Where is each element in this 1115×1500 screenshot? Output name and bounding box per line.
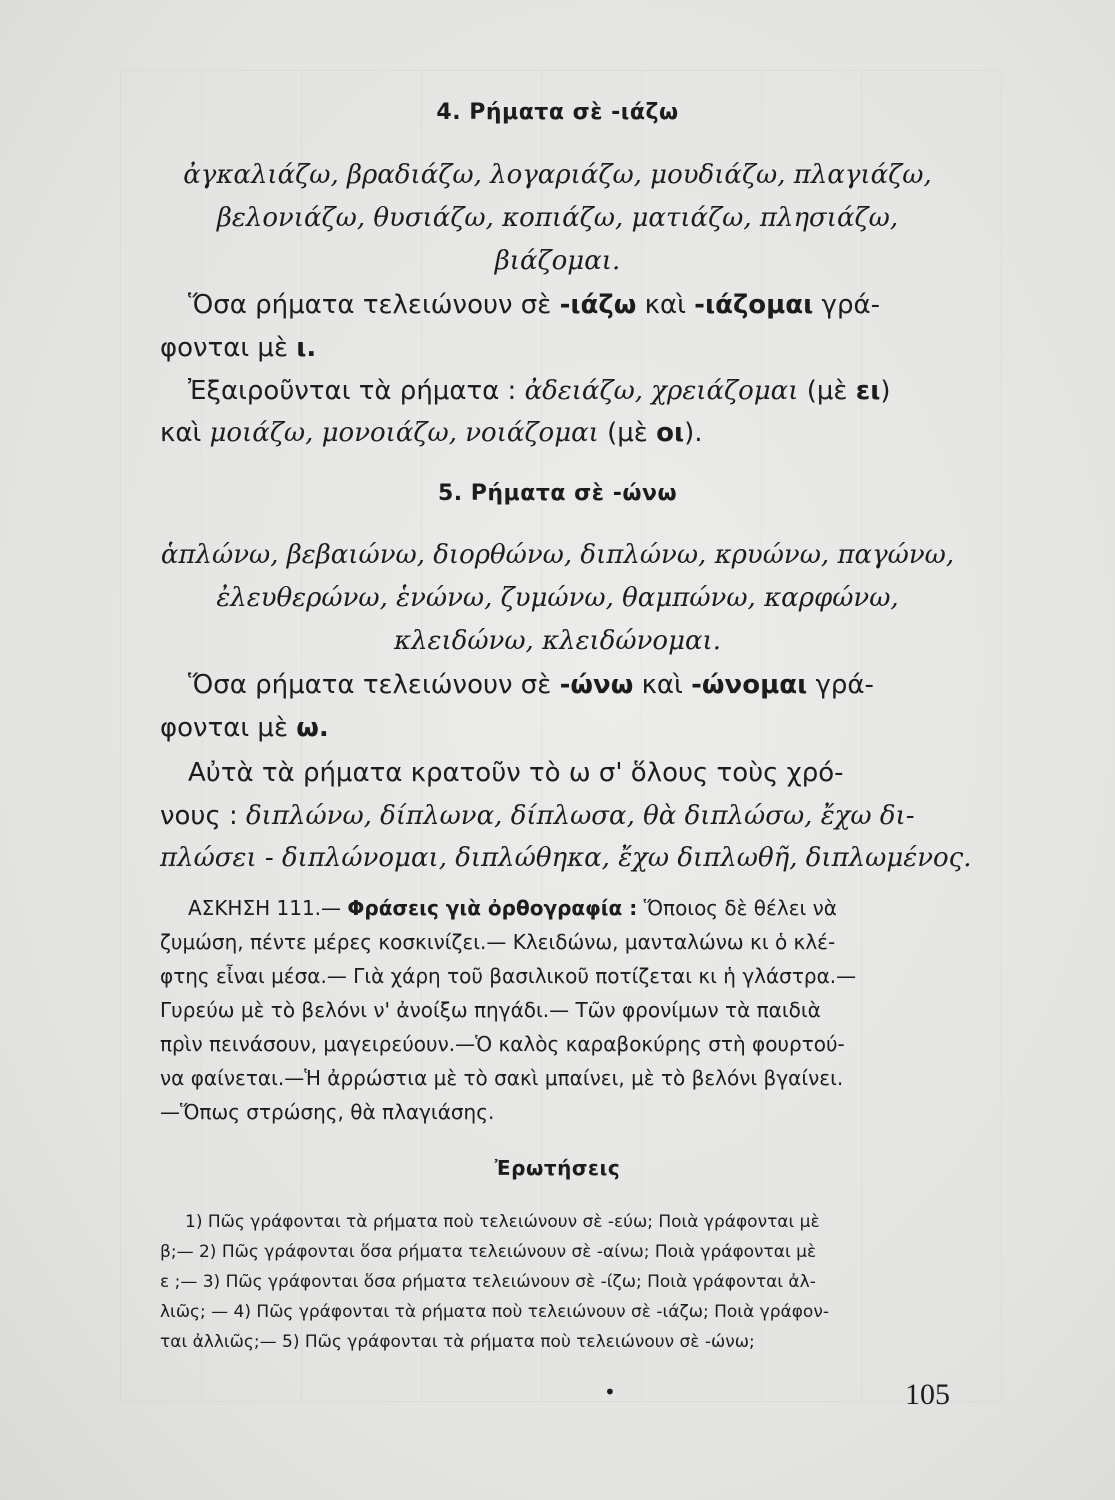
section-5-list-line-1: ἁπλώνω, βεβαιώνω, διορθώνω, διπλώνω, κρυώνω, παγώνω, <box>160 540 955 570</box>
exercise-line-6: να φαίνεται.—Ἡ ἀρρώστια μὲ τὸ σακὶ μπαίνει, μὲ τὸ βελόνι βγαίνει. <box>160 1066 844 1090</box>
section-5-list-line-3: κλειδώνω, κλειδώνομαι. <box>394 626 721 656</box>
footer-dot: • <box>604 1380 616 1404</box>
exercise-line-2: ζυμώση, πέντε μέρες κοσκινίζει.— Κλειδώνω, μανταλώνω κι ὁ κλέ- <box>160 930 836 954</box>
questions-line-4: λιῶς; — 4) Πῶς γράφονται τὰ ρήματα ποὺ τελειώνουν σὲ -ιάζω; Ποιὰ γράφον- <box>160 1302 829 1322</box>
questions-line-3: ε ;— 3) Πῶς γράφονται ὅσα ρήματα τελειώνουν σὲ -ίζω; Ποιὰ γράφονται ἀλ- <box>160 1272 816 1292</box>
section-5-rule-line-2: φονται μὲ ω. <box>160 713 329 743</box>
section-5-rule-line-1: Ὅσα ρήματα τελειώνουν σὲ -ώνω καὶ -ώνομαι γρά- <box>188 670 874 700</box>
section-5-keep-line-1: Αὐτὰ τὰ ρήματα κρατοῦν τὸ ω σ' ὅλους τοὺς χρό- <box>188 758 844 788</box>
questions-line-2: β;— 2) Πῶς γράφονται ὅσα ρήματα τελειώνουν σὲ -αίνω; Ποιὰ γράφονται μὲ <box>160 1242 817 1262</box>
section-4-rule-line-1: Ὅσα ρήματα τελειώνουν σὲ -ιάζω καὶ -ιάζομαι γρά- <box>188 290 880 320</box>
questions-heading: Ἐρωτήσεις <box>494 1156 621 1180</box>
exercise-line-4: Γυρεύω μὲ τὸ βελόνι ν' ἀνοίξω πηγάδι.— Τῶν φρονίμων τὰ παιδιὰ <box>160 998 821 1022</box>
section-4-list-line-2: βελονιάζω, θυσιάζω, κοπιάζω, ματιάζω, πλησιάζω, <box>216 203 899 233</box>
page-number: 105 <box>905 1378 950 1411</box>
section-5-keep-line-2: νους : διπλώνω, δίπλωνα, δίπλωσα, θὰ διπλώσω, ἔχω δι- <box>160 801 915 831</box>
exercise-line-3: φτης εἶναι μέσα.— Γιὰ χάρη τοῦ βασιλικοῦ ποτίζεται κι ἡ γλάστρα.— <box>160 964 857 988</box>
exercise-line-1: ΑΣΚΗΣΗ 111.— Φράσεις γιὰ ὀρθογραφία : Ὅποιος δὲ θέλει νὰ <box>188 896 837 920</box>
section-4-rule-line-2: φονται μὲ ι. <box>160 333 317 363</box>
questions-line-1: 1) Πῶς γράφονται τὰ ρήματα ποὺ τελειώνουν σὲ -εύω; Ποιὰ γράφονται μὲ <box>185 1212 820 1232</box>
questions-line-5: ται ἀλλιῶς;— 5) Πῶς γράφονται τὰ ρήματα ποὺ τελειώνουν σὲ -ώνω; <box>160 1332 755 1352</box>
section-4-list-line-1: ἀγκαλιάζω, βραδιάζω, λογαριάζω, μουδιάζω, πλαγιάζω, <box>183 160 932 190</box>
exercise-line-5: πρὶν πεινάσουν, μαγειρεύουν.—Ὁ καλὸς καραβοκύρης στὴ φουρτού- <box>160 1032 845 1056</box>
section-5-heading: 5. Ρήματα σὲ -ώνω <box>437 481 678 506</box>
section-5-keep-line-3: πλώσει - διπλώνομαι, διπλώθηκα, ἔχω διπλωθῆ, διπλωμένος. <box>160 843 972 873</box>
section-4-exceptions-line-2: καὶ μοιάζω, μονοιάζω, νοιάζομαι (μὲ οι). <box>160 418 703 448</box>
section-4-list-line-3: βιάζομαι. <box>494 246 621 276</box>
section-5-list-line-2: ἐλευθερώνω, ἑνώνω, ζυμώνω, θαμπώνω, καρφώνω, <box>216 583 899 613</box>
section-4-exceptions-line-1: Ἐξαιροῦνται τὰ ρήματα : ἀδειάζω, χρειάζομαι (μὲ ει) <box>188 376 891 406</box>
section-4-heading: 4. Ρήματα σὲ -ιάζω <box>436 100 679 125</box>
exercise-line-7: —Ὅπως στρώσης, θὰ πλαγιάσης. <box>160 1100 495 1124</box>
